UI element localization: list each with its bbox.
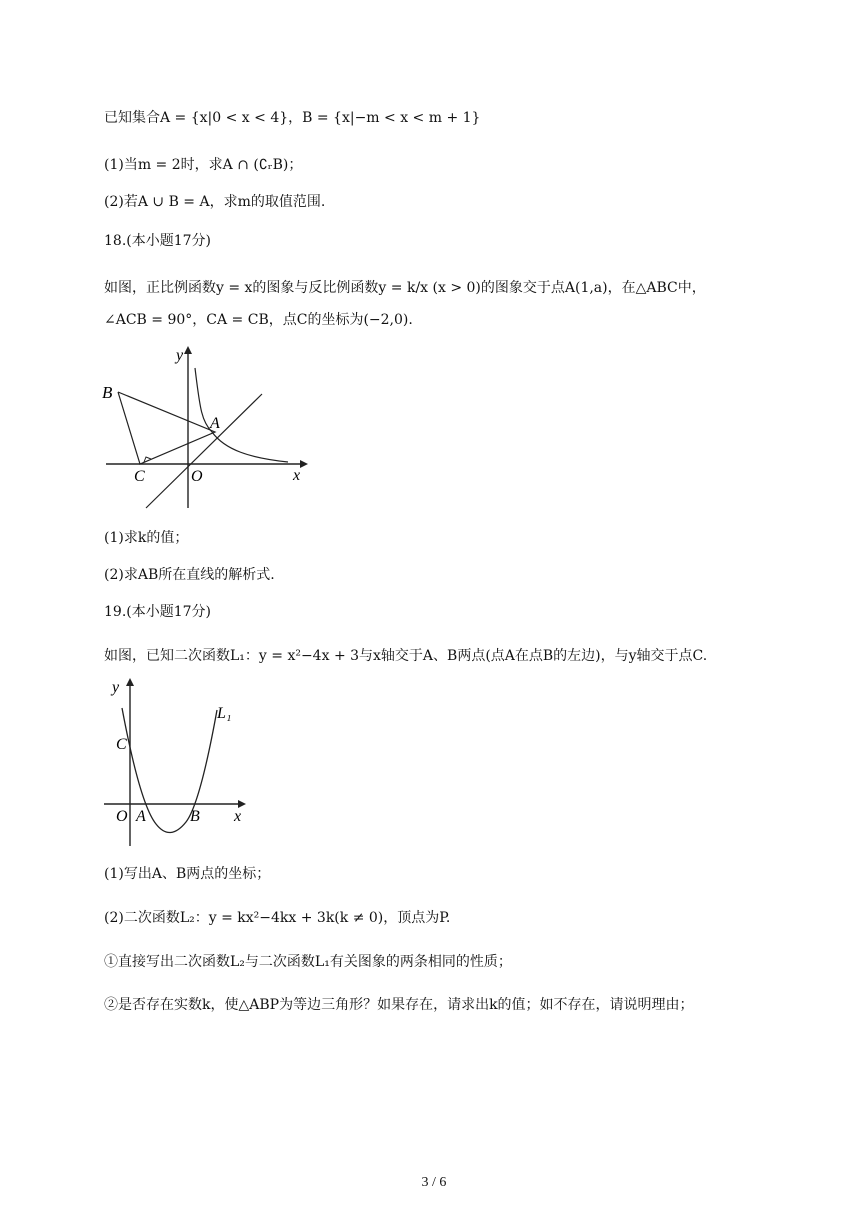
label-L1: L₁ bbox=[217, 705, 232, 722]
problem17-question-1: (1)当m = 2时，求A ∩ (∁ᵣB)； bbox=[104, 157, 303, 173]
label-C: C bbox=[116, 736, 127, 753]
problem19-header: 19.(本小题17分) bbox=[104, 604, 212, 620]
page-number: 3 / 6 bbox=[421, 1175, 447, 1190]
label-B: B bbox=[190, 808, 200, 825]
problem19-question-2-part2: ②是否存在实数k，使△ABP为等边三角形？如果存在，请求出k的值；如不存在，请说明理由； bbox=[104, 997, 694, 1013]
label-y: y bbox=[176, 347, 184, 364]
label-O: O bbox=[191, 468, 203, 485]
label-x: x bbox=[234, 808, 242, 825]
label-y: y bbox=[112, 679, 120, 696]
label-x: x bbox=[293, 467, 301, 484]
problem17-stem: 已知集合A = {x|0 < x < 4}，B = {x|−m < x < m + 1} bbox=[104, 110, 481, 126]
label-C: C bbox=[134, 468, 145, 485]
problem18-header: 18.(本小题17分) bbox=[104, 233, 212, 249]
problem18-figure bbox=[100, 340, 320, 515]
problem17-question-2: (2)若A ∪ B = A，求m的取值范围. bbox=[104, 194, 326, 210]
label-O: O bbox=[116, 808, 128, 825]
problem18-question-1: (1)求k的值； bbox=[104, 530, 189, 546]
label-B: B bbox=[102, 383, 113, 402]
problem19-stem: 如图，已知二次函数L₁：y = x²−4x + 3与x轴交于A、B两点(点A在点B的左边)，与y轴交于点C. bbox=[104, 648, 708, 664]
problem18-stem-line1: 如图，正比例函数y = x的图象与反比例函数y = k/x (x > 0)的图象交于点A(1,a)，在△ABC中， bbox=[104, 280, 706, 296]
problem18-question-2: (2)求AB所在直线的解析式. bbox=[104, 567, 275, 583]
problem19-question-2-part1: ①直接写出二次函数L₂与二次函数L₁有关图象的两条相同的性质； bbox=[104, 954, 512, 970]
label-A: A bbox=[210, 415, 220, 432]
label-A: A bbox=[136, 808, 146, 825]
problem19-question-2: (2)二次函数L₂：y = kx²−4kx + 3k(k ≠ 0)，顶点为P. bbox=[104, 910, 451, 926]
problem19-question-1: (1)写出A、B两点的坐标； bbox=[104, 866, 271, 882]
problem19-figure bbox=[100, 672, 250, 850]
problem18-stem-line2: ∠ACB = 90°，CA = CB，点C的坐标为(−2,0). bbox=[104, 312, 413, 328]
